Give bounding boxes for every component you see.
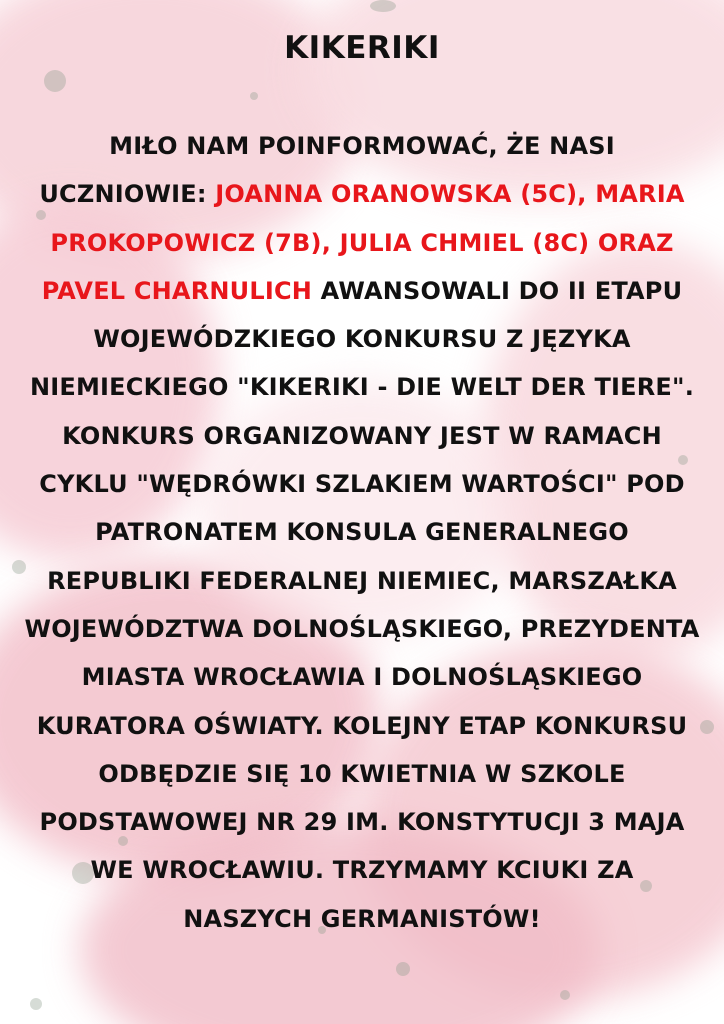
conjunction-text: ORAZ	[597, 228, 674, 257]
poster-title: KIKERIKI	[284, 30, 440, 66]
intro-text: MIŁO NAM POINFORMOWAĆ, ŻE NASI UCZNIOWIE:	[39, 132, 615, 209]
announcement-text	[22, 122, 702, 943]
student-name: MARIA PROKOPOWICZ (7B),	[50, 180, 685, 257]
student-name: PAVEL CHARNULICH	[41, 276, 313, 305]
student-name: JOANNA ORANOWSKA (5C),	[215, 180, 587, 209]
body-text: AWANSOWALI DO II ETAPU WOJEWÓDZKIEGO KONKURSU Z JĘZYKA NIEMIECKIEGO "KIKERIKI - DIE WELT DER TIERE". KONKURS ORGANIZOWANY JEST W RAMACH CYKLU "WĘDRÓWKI SZLAKIEM WARTOŚCI" POD PATRONATEM KONSULA GENERALNEGO REPUBLIKI FEDERALNEJ NIEMIEC, MARSZAŁKA WOJEWÓDZTWA DOLNOŚLĄSKIEGO, PREZYDENTA MIASTA WROCŁAWIA I DOLNOŚLĄSKIEGO KURATORA OŚWIATY. KOLEJNY ETAP KONKURSU ODBĘDZIE SIĘ 10 KWIETNIA W SZKOLE PODSTAWOWEJ NR 29 IM. KONSTYTUCJI 3 MAJA WE WROCŁAWIU. TRZYMAMY KCIUKI ZA NASZYCH GERMANISTÓW!	[24, 276, 700, 933]
student-name: JULIA CHMIEL (8C)	[339, 228, 590, 257]
